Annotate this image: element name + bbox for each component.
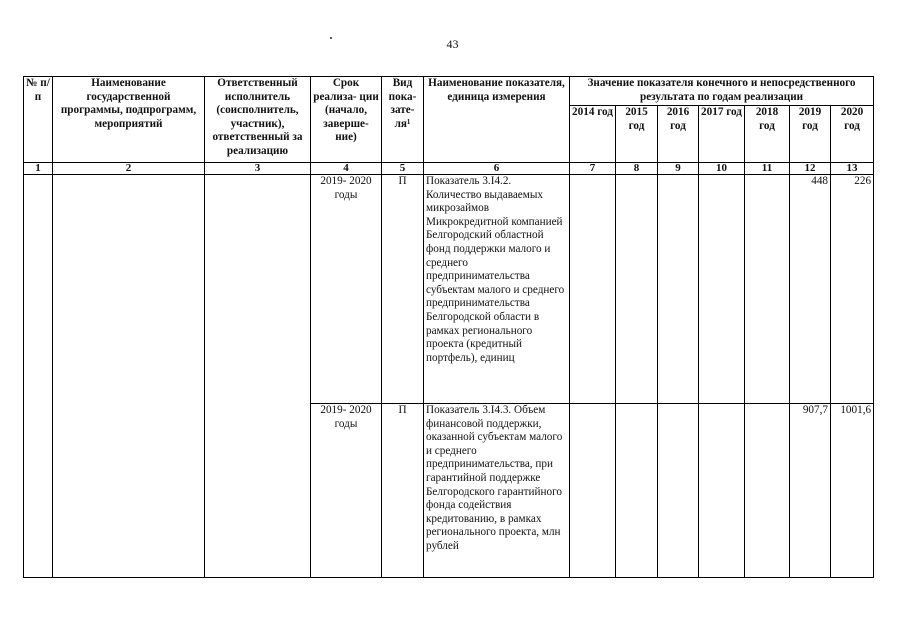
- col-number: 13: [831, 163, 874, 175]
- header-values-group: Значение показателя конечного и непосредственного результата по годам реализации: [570, 77, 874, 106]
- header-num: № п/п: [24, 77, 53, 163]
- col-number: 6: [424, 163, 570, 175]
- col-number: 1: [24, 163, 53, 175]
- cell-kind: П: [382, 404, 424, 578]
- header-term: Срок реализа- ции (начало, заверше- ние): [311, 77, 382, 163]
- cell-2017: [699, 175, 745, 404]
- cell-2018: [745, 175, 790, 404]
- col-number: 7: [570, 163, 616, 175]
- cell-indicator: Показатель 3.I4.3. Объем финансовой поддержки, оказанной субъектам малого и среднего предпринимательства, при гарантийной поддержке Белгородского гарантийного фонда содействия кредитованию, в рамках регионального проекта, млн рублей: [424, 404, 570, 578]
- col-number: 12: [790, 163, 831, 175]
- cell-num-empty: [24, 175, 53, 578]
- cell-2014: [570, 404, 616, 578]
- cell-2014: [570, 175, 616, 404]
- header-indicator: Наименование показателя, единица измерения: [424, 77, 570, 163]
- header-year-2020: 2020 год: [831, 106, 874, 163]
- cell-term: 2019- 2020 годы: [311, 404, 382, 578]
- header-executor: Ответственный исполнитель (соисполнитель, участник), ответственный за реализацию: [205, 77, 311, 163]
- cell-2018: [745, 404, 790, 578]
- col-number: 11: [745, 163, 790, 175]
- col-number: 5: [382, 163, 424, 175]
- col-number: 8: [616, 163, 658, 175]
- scan-speck: [330, 37, 332, 39]
- page-number: 43: [446, 37, 459, 51]
- cell-indicator: Показатель 3.I4.2. Количество выдаваемых микрозаймов Микрокредитной компанией Белгородский областной фонд поддержки малого и среднего предпринимательства субъектам малого и среднего предпринимательства Белгородской области в рамках регионального проекта (кредитный портфель), единиц: [424, 175, 570, 404]
- cell-kind: П: [382, 175, 424, 404]
- cell-2019: 907,7: [790, 404, 831, 578]
- header-year-2014: 2014 год: [570, 106, 616, 163]
- header-year-2018: 2018 год: [745, 106, 790, 163]
- cell-2016: [658, 175, 699, 404]
- table-row: [24, 175, 874, 404]
- col-number: 10: [699, 163, 745, 175]
- col-number: 3: [205, 163, 311, 175]
- cell-term: 2019- 2020 годы: [311, 175, 382, 404]
- cell-2017: [699, 404, 745, 578]
- header-kind: Вид пока- зате- ля¹: [382, 77, 424, 163]
- header-year-2017: 2017 год: [699, 106, 745, 163]
- cell-2015: [616, 175, 658, 404]
- cell-program-empty: [53, 175, 205, 578]
- header-year-2019: 2019 год: [790, 106, 831, 163]
- cell-executor-empty: [205, 175, 311, 578]
- cell-2020: 226: [831, 175, 874, 404]
- header-year-2016: 2016 год: [658, 106, 699, 163]
- col-number: 9: [658, 163, 699, 175]
- cell-2016: [658, 404, 699, 578]
- col-number: 4: [311, 163, 382, 175]
- cell-2015: [616, 404, 658, 578]
- cell-2019: 448: [790, 175, 831, 404]
- cell-2020: 1001,6: [831, 404, 874, 578]
- header-year-2015: 2015 год: [616, 106, 658, 163]
- indicator-table: [23, 76, 874, 578]
- header-program: Наименование государственной программы, подпрограмм, мероприятий: [53, 77, 205, 163]
- col-number: 2: [53, 163, 205, 175]
- column-numbers-row: [24, 163, 874, 175]
